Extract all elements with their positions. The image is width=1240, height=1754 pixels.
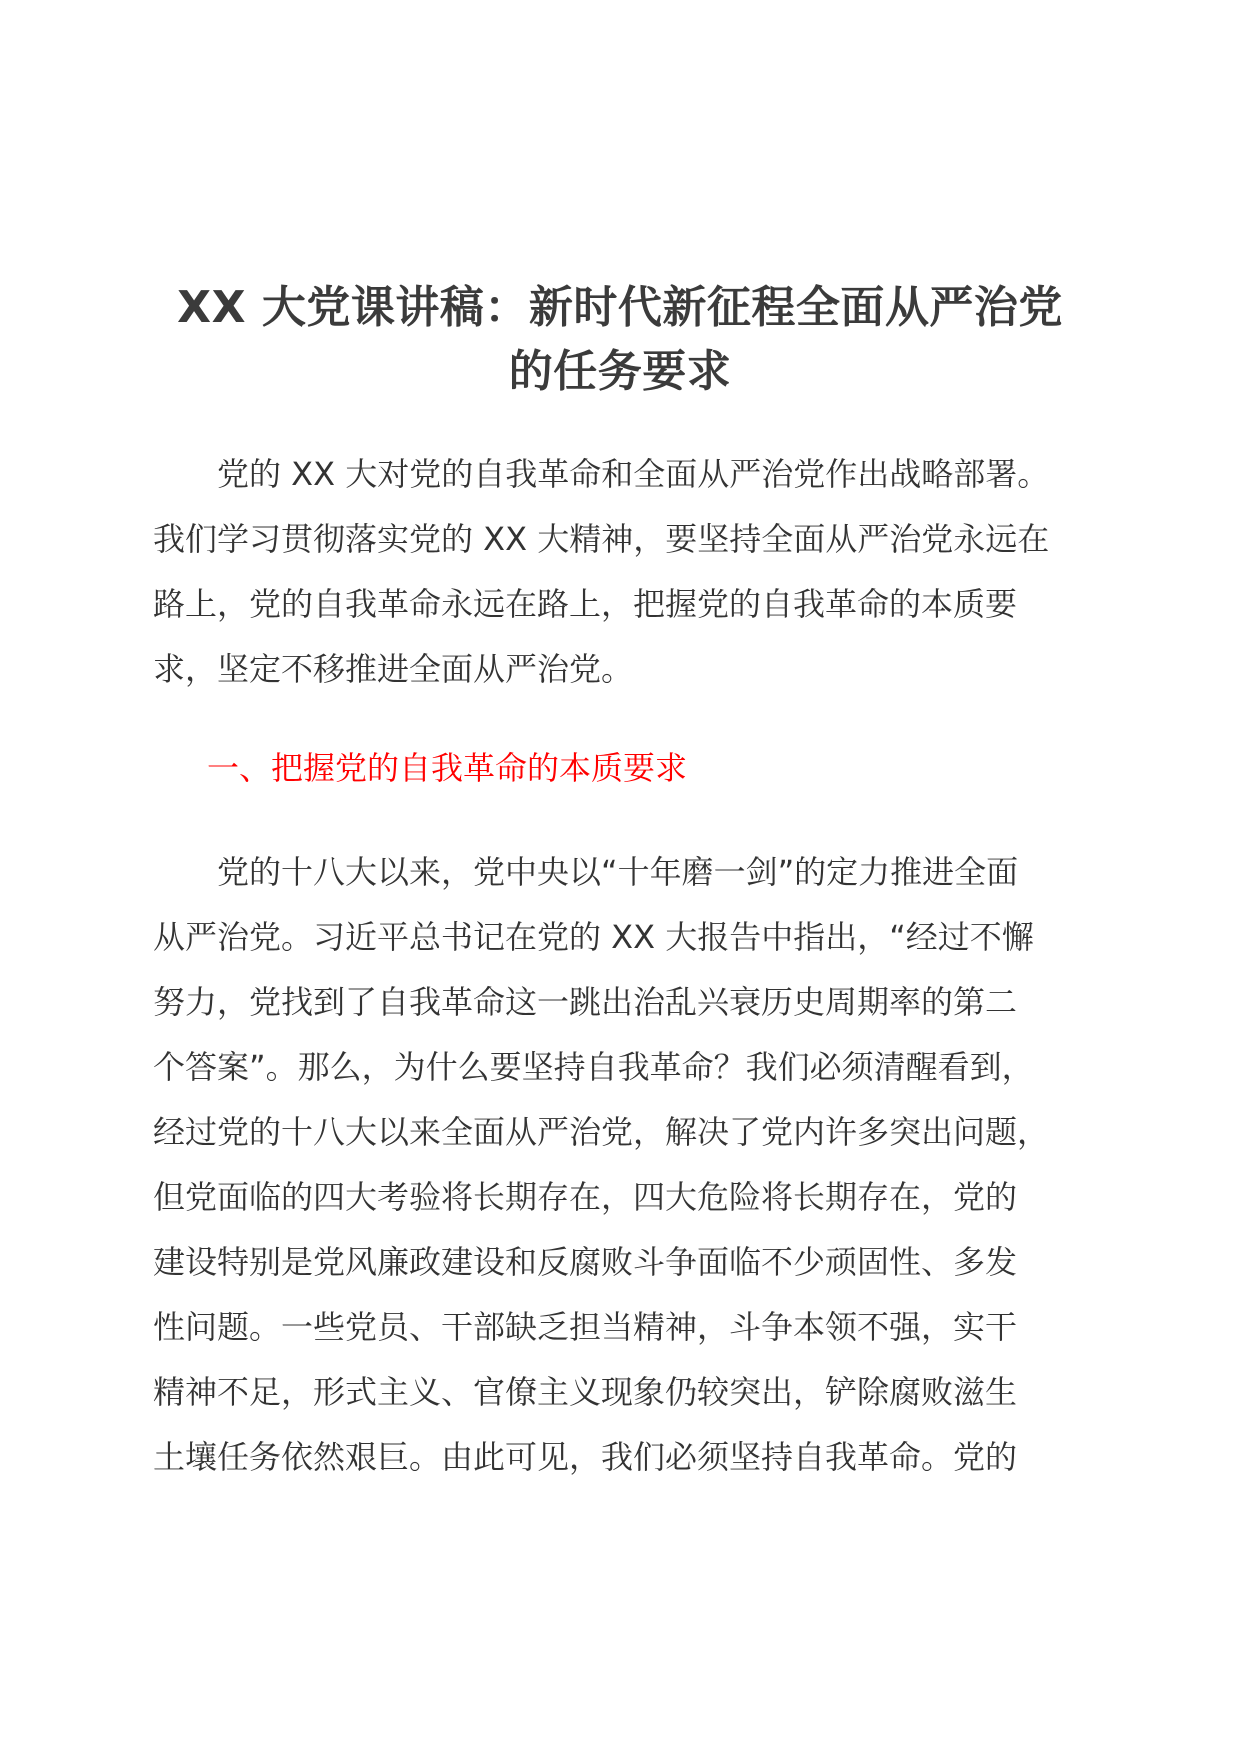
section-line: 土壤任务依然艰巨。由此可见，我们必须坚持自我革命。党的 <box>153 1438 1018 1476</box>
document-title <box>150 276 1090 404</box>
section-line: 性问题。一些党员、干部缺乏担当精神，斗争本领不强，实干 <box>153 1308 1018 1346</box>
section-paragraph <box>153 840 1098 1490</box>
section-line: 党的十八大以来，党中央以“十年磨一剑”的定力推进全面 <box>153 853 1019 891</box>
section-line: 精神不足，形式主义、官僚主义现象仍较突出，铲除腐败滋生 <box>153 1373 1018 1411</box>
section-line: 从严治党。习近平总书记在党的 XX 大报告中指出，“经过不懈 <box>153 918 1034 956</box>
intro-line: 路上，党的自我革命永远在路上，把握党的自我革命的本质要 <box>153 585 1018 623</box>
title-line-2: 的任务要求 <box>508 346 732 397</box>
section-line: 但党面临的四大考验将长期存在，四大危险将长期存在，党的 <box>153 1178 1018 1216</box>
intro-paragraph <box>153 442 1098 702</box>
intro-line: 求，坚定不移推进全面从严治党。 <box>153 650 634 688</box>
section-line: 努力，党找到了自我革命这一跳出治乱兴衰历史周期率的第二 <box>153 983 1018 1021</box>
section-line: 个答案”。那么，为什么要坚持自我革命？我们必须清醒看到， <box>153 1048 1034 1086</box>
title-line-1: XX 大党课讲稿：新时代新征程全面从严治党 <box>177 282 1063 333</box>
section-line: 建设特别是党风廉政建设和反腐败斗争面临不少顽固性、多发 <box>153 1243 1018 1281</box>
section-line: 经过党的十八大以来全面从严治党，解决了党内许多突出问题， <box>153 1113 1050 1151</box>
intro-line: 我们学习贯彻落实党的 XX 大精神，要坚持全面从严治党永远在 <box>153 520 1050 558</box>
intro-line: 党的 XX 大对党的自我革命和全面从严治党作出战略部署。 <box>153 455 1050 493</box>
section-heading: 一、把握党的自我革命的本质要求 <box>207 749 688 787</box>
